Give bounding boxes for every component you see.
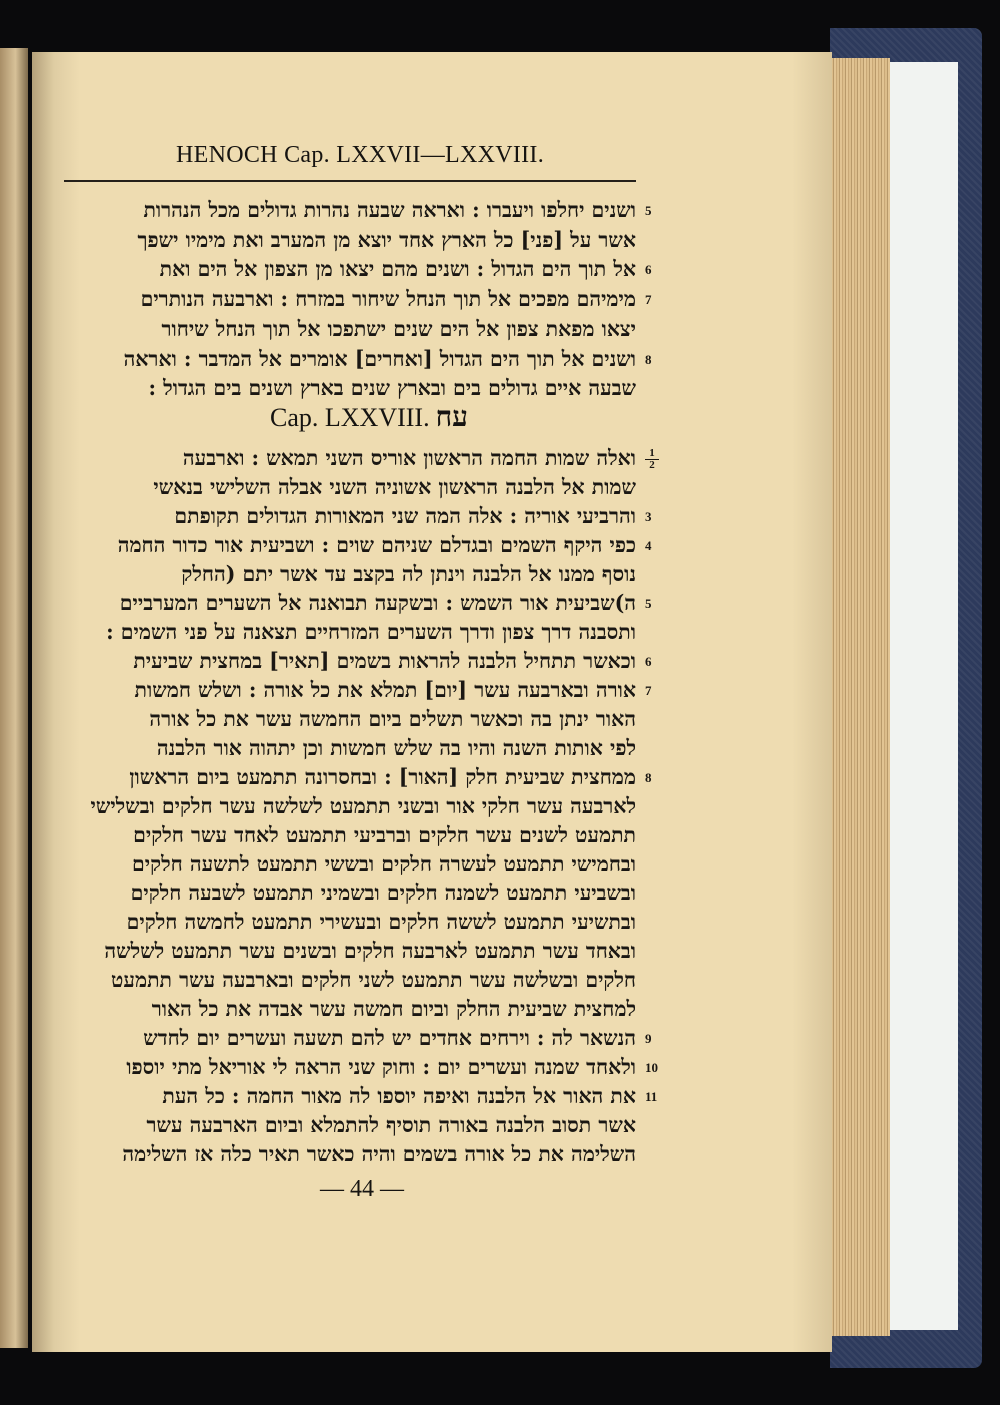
- text-line: ותסבנה דרך צפון ודרך השערים המזרחיים תצאנה על פני השמים :: [106, 619, 637, 644]
- text-line: למחצית שביעית החלק וביום חמשה עשר אבדה את כל האור: [151, 996, 637, 1021]
- text-line: הנשאר לה : וירחים אחדים יש להם תשעה ועשרים יום לחדש: [143, 1025, 636, 1050]
- text-line: ה)שביעית אור השמש : ובשקעה תבואנה אל השערים המערביים: [119, 590, 636, 615]
- text-line: כפי היקף השמים ובגדלם שניהם שוים : ושביעית אור כדור החמה: [117, 532, 637, 557]
- text-line: השלימה את כל אורה בשמים והיה כאשר תאיר כלה אז השלימה: [122, 1141, 636, 1166]
- running-head: HENOCH Cap. LXXVII—LXXVIII.: [176, 142, 545, 168]
- text-line: ממחצית שביעית חלק [האור] : ובחסרונה תתמעט ביום הראשון: [129, 764, 636, 789]
- page-number: — 44 —: [320, 1176, 404, 1202]
- text-line: לארבעה עשר חלקי אור ובשני תתמעט לשלשה עשר חלקים ובשלישי: [90, 793, 637, 818]
- verse-number: 11: [645, 1089, 658, 1104]
- verse-number: 7: [645, 683, 652, 698]
- text-line: שמות אל הלבנה הראשון אשוניה השני אבלה השלישי בנאשי: [153, 474, 636, 499]
- text-line: וכאשר תתחיל הלבנה להראות בשמים [תאיר] במחצית שביעית: [133, 648, 636, 673]
- text-line: אל תוך הים הגדול : ושנים מהם יצאו מן הצפון אל הים ואת: [159, 256, 636, 282]
- verse-number: 6: [645, 262, 652, 278]
- text-line: אשר על [פני] כל הארץ אחד יוצא מן המערב ואת מימיו ישפך: [137, 226, 636, 252]
- text-line: לפי אותות השנה והיו בה שלש חמשות וכן יתהוה אור הלבנה: [156, 735, 636, 760]
- text-line: ולאחד שמנה ועשרים יום : וחוק שני הראה לי אוריאל מתי יוספו: [126, 1054, 636, 1079]
- text-line: יצאו מפאת צפון אל הים שנים ישתפכו אל תוך הנחל שיחור: [161, 315, 636, 341]
- text-line: ובחמישי תתמעט לעשרה חלקים ובששי תתמעט לתשעה חלקים: [132, 851, 637, 876]
- chapter-heading-hebrew: עח: [435, 400, 468, 433]
- facing-page-edge: [0, 48, 28, 1348]
- text-line: אורה ובארבעה עשר [יום] תמלא את כל אורה : ושלש חמשות: [134, 677, 636, 702]
- verse-number: 8: [645, 770, 652, 785]
- text-line: והרביעי אוריה : אלה המה שני המאורות הגדולים תקופתם: [174, 503, 636, 528]
- chapter-heading-latin: Cap. LXXVIII.: [270, 403, 430, 432]
- text-line: אשר תסוב הלבנה באורה תוסיף להתמלא וביום הארבעה עשר: [146, 1112, 636, 1137]
- verse-number: 5: [645, 596, 652, 611]
- text-line: חלקים ובשלשה עשר תתמעט לשני חלקים ובארבעה עשר תתמעט: [111, 967, 637, 992]
- chapter-heading: [270, 400, 530, 434]
- text-line: ובשביעי תתמעט לשמנה חלקים ובשמיני תתמעט לשבעה חלקים: [130, 880, 636, 905]
- page-edges: [828, 58, 890, 1336]
- text-line: מימיהם מפכים אל תוך הנחל שיחור במזרח : וארבעה הנותרים: [140, 286, 636, 312]
- text-line: ובאחד עשר תתמעט לארבעה חלקים ובשנים עשר תתמעט לשלשה: [104, 938, 637, 963]
- text-line: נוסף ממנו אל הלבנה וינתן לה בקצב עד אשר יתם (החלק: [181, 561, 636, 586]
- text-line: ואלה שמות החמה הראשון אוריס השני תמאש : וארבעה: [182, 445, 636, 470]
- text-line: ושנים יחלפו ויעברו : ואראה שבעה נהרות גדולים מכל הנהרות: [143, 197, 636, 222]
- text-line: תתמעט לשנים עשר חלקים וברביעי תתמעט לאחד עשר חלקים: [133, 822, 636, 847]
- verse-number: 3: [645, 509, 652, 524]
- verse-number: $\frac{1}{2}$: [645, 448, 659, 471]
- text-line: האור ינתן בה וכאשר תשלים ביום החמשה עשר את כל אורה: [149, 706, 636, 731]
- endpaper: [878, 62, 958, 1330]
- verse-number: 6: [645, 654, 652, 669]
- verse-number: 7: [645, 292, 652, 308]
- verse-number: 4: [645, 538, 652, 553]
- text-line: שבעה איים גדולים בים ובארץ שנים בארץ ושנים בים הגדול :: [148, 375, 636, 401]
- text-line: את האור אל הלבנה ואיפה יוספו לה מאור החמה : כל העת: [162, 1083, 636, 1108]
- header-rule: [64, 180, 636, 182]
- verse-number: 5: [645, 203, 652, 218]
- verse-number: 10: [645, 1060, 658, 1075]
- verse-number: 8: [645, 351, 652, 367]
- verse-number: 9: [645, 1031, 652, 1046]
- text-line: ובתשיעי תתמעט לששה חלקים ובעשירי תתמעט לחמשה חלקים: [126, 909, 637, 934]
- text-line: ושנים אל תוך הים הגדול [ואחרים] אומרים אל המדבר : ואראה: [123, 345, 637, 371]
